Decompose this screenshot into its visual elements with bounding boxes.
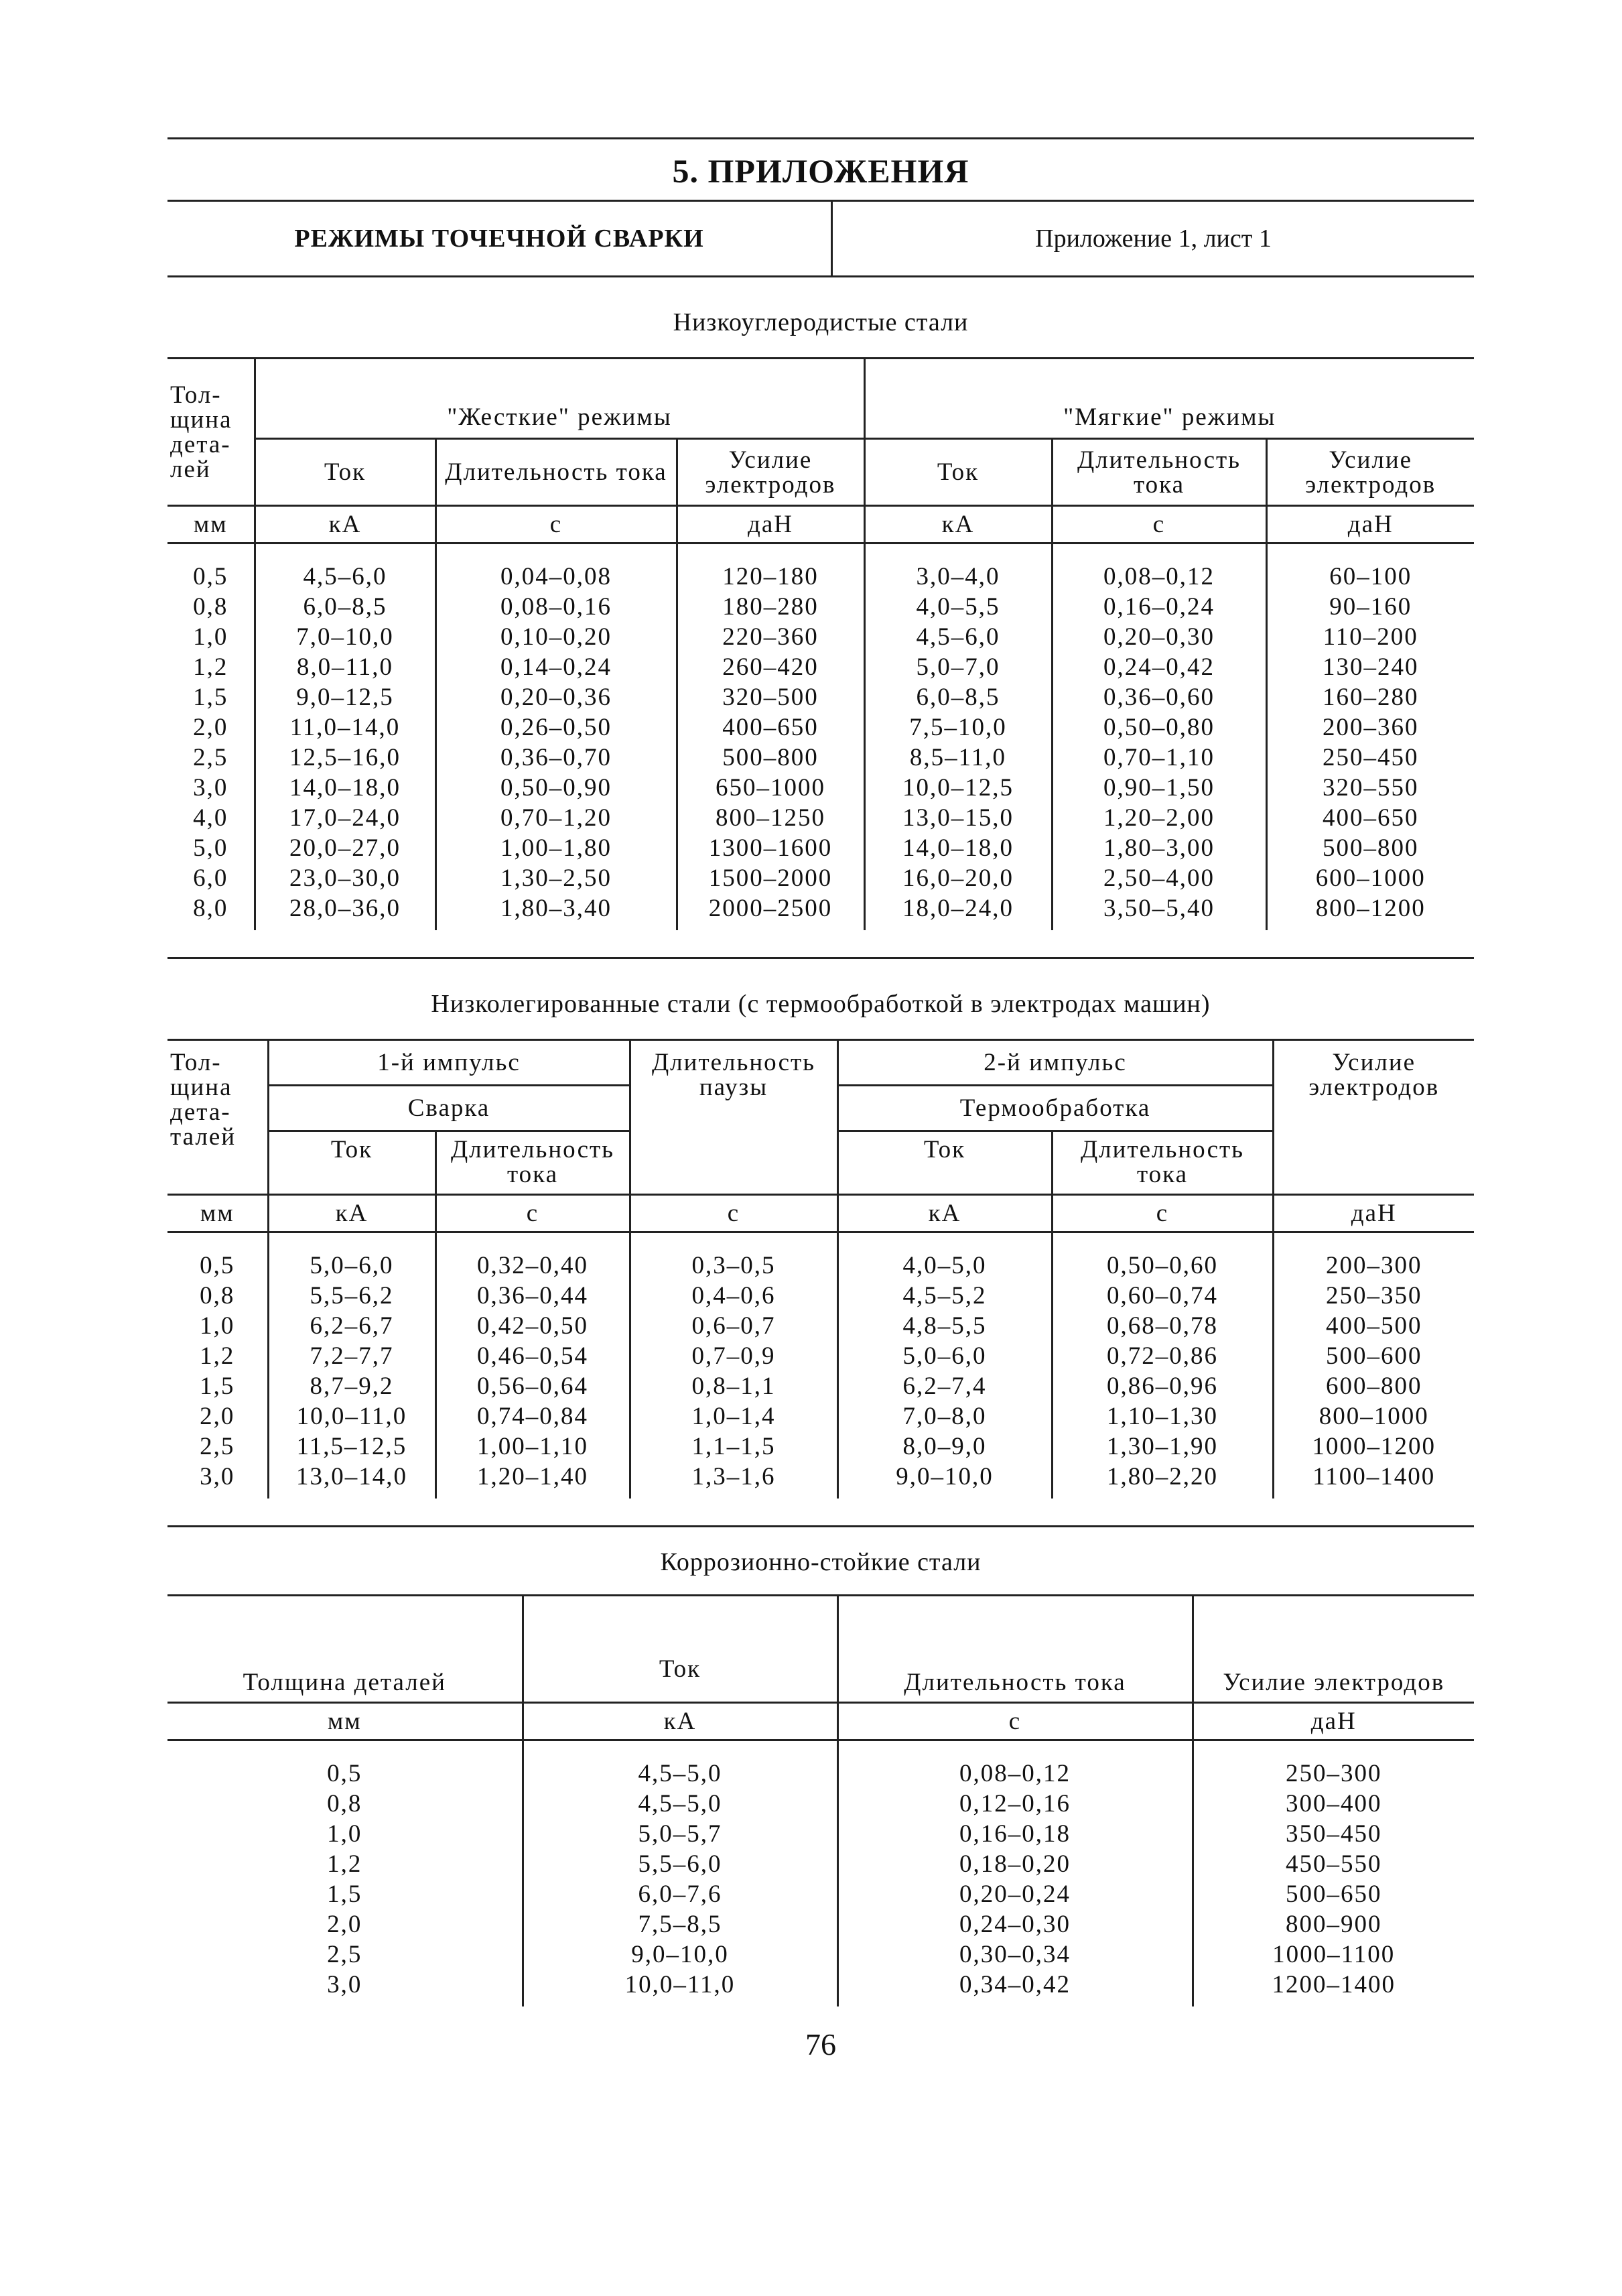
col-force-header: Усилие электродов [1193, 1596, 1474, 1703]
table-row [167, 1819, 1474, 1849]
table-cell: 0,8 [200, 1282, 235, 1310]
table-cell: 4,5–5,2 [837, 1281, 1052, 1311]
table-cell: 0,08–0,12 [1052, 544, 1266, 592]
table-cell: 0,24–0,42 [1052, 652, 1266, 682]
table-cell: 0,08–0,16 [435, 592, 677, 622]
header-row [167, 200, 1474, 277]
page-number: 76 [805, 2027, 836, 2061]
table-cell: 1200–1400 [1193, 1970, 1474, 2006]
unit-s: с [630, 1195, 837, 1232]
unit-ka: кА [837, 1195, 1052, 1232]
table-cell: 800–900 [1193, 1909, 1474, 1939]
unit-mm: мм [167, 1703, 523, 1740]
table-cell: 0,08–0,12 [837, 1740, 1193, 1789]
unit-dan: даН [1273, 1195, 1474, 1232]
table-cell: 6,0–8,5 [864, 682, 1052, 712]
col-force-header: Усилие электродов [677, 439, 864, 506]
table-cell: 7,0–8,0 [837, 1401, 1052, 1431]
table-cell: 11,0–14,0 [255, 712, 435, 743]
table-row [167, 1371, 1474, 1401]
col-duration-header: Длительность тока [1052, 1131, 1273, 1195]
table-cell: 0,36–0,70 [435, 743, 677, 773]
table-cell: 1,5 [193, 684, 228, 711]
group-soft-header: "Мягкие" режимы [864, 359, 1474, 439]
table-cell: 7,5–10,0 [864, 712, 1052, 743]
table-row [167, 652, 1474, 682]
table-cell: 500–600 [1273, 1341, 1474, 1371]
table-row [167, 1232, 1474, 1281]
table-cell: 0,50–0,60 [1052, 1232, 1273, 1281]
table-cell: 0,24–0,30 [837, 1909, 1193, 1939]
table-cell: 320–550 [1266, 773, 1474, 803]
table-cell: 180–280 [677, 592, 864, 622]
table-cell: 500–800 [677, 743, 864, 773]
table-cell: 0,8 [193, 593, 228, 621]
col-current-header: Ток [255, 439, 435, 506]
table-cell: 0,20–0,30 [1052, 622, 1266, 652]
table-stainless [167, 1594, 1474, 2006]
table-cell: 0,5 [193, 563, 228, 590]
table-row [167, 1311, 1474, 1341]
table-cell: 600–800 [1273, 1371, 1474, 1401]
table-cell: 3,50–5,40 [1052, 893, 1266, 930]
table-cell: 14,0–18,0 [255, 773, 435, 803]
table-cell: 1,80–3,40 [435, 893, 677, 930]
document-page [167, 137, 1474, 2062]
table-cell: 5,0–7,0 [864, 652, 1052, 682]
table-cell: 6,0 [193, 865, 228, 892]
table-cell: 11,5–12,5 [268, 1431, 435, 1462]
table-cell: 6,0–7,6 [523, 1879, 837, 1909]
table-cell: 0,36–0,44 [435, 1281, 630, 1311]
unit-mm: мм [167, 506, 255, 544]
table-cell: 12,5–16,0 [255, 743, 435, 773]
table-cell: 0,50–0,90 [435, 773, 677, 803]
table-cell: 3,0 [200, 1463, 235, 1490]
table-cell: 1,80–3,00 [1052, 833, 1266, 863]
table-cell: 0,32–0,40 [435, 1232, 630, 1281]
unit-mm: мм [167, 1195, 268, 1232]
table-cell: 110–200 [1266, 622, 1474, 652]
unit-ka: кА [255, 506, 435, 544]
table-row [167, 712, 1474, 743]
table-cell: 4,5–5,0 [523, 1789, 837, 1819]
table-cell: 0,90–1,50 [1052, 773, 1266, 803]
table-cell: 9,0–10,0 [523, 1939, 837, 1970]
table-cell: 5,0–6,0 [268, 1232, 435, 1281]
table-cell: 7,0–10,0 [255, 622, 435, 652]
table-cell: 10,0–11,0 [523, 1970, 837, 2006]
table-cell: 800–1000 [1273, 1401, 1474, 1431]
table-cell: 800–1200 [1266, 893, 1474, 930]
table-cell: 600–1000 [1266, 863, 1474, 893]
col-duration-header: Длительность тока [1052, 439, 1266, 506]
table-cell: 1,0 [327, 1820, 362, 1848]
table-cell: 0,8 [327, 1790, 362, 1817]
table-cell: 8,0 [193, 895, 228, 922]
table-cell: 1,2 [200, 1342, 235, 1370]
pause-header: Длительность паузы [630, 1040, 837, 1195]
table-cell: 16,0–20,0 [864, 863, 1052, 893]
table-cell: 8,0–11,0 [255, 652, 435, 682]
table-row [167, 743, 1474, 773]
table-cell: 5,0–5,7 [523, 1819, 837, 1849]
unit-ka: кА [864, 506, 1052, 544]
col-force-header: Усилие электродов [1273, 1040, 1474, 1195]
table-cell: 4,5–6,0 [864, 622, 1052, 652]
table-cell: 0,7–0,9 [630, 1341, 837, 1371]
table-cell: 0,50–0,80 [1052, 712, 1266, 743]
table-row [167, 1879, 1474, 1909]
table-cell: 3,0–4,0 [864, 544, 1052, 592]
table-cell: 130–240 [1266, 652, 1474, 682]
table-cell: 1,0–1,4 [630, 1401, 837, 1431]
table-cell: 0,14–0,24 [435, 652, 677, 682]
col-current-header: Ток [864, 439, 1052, 506]
table-cell: 0,26–0,50 [435, 712, 677, 743]
table-row [167, 1401, 1474, 1431]
table-cell: 1300–1600 [677, 833, 864, 863]
table-row [167, 1970, 1474, 2006]
table-cell: 0,34–0,42 [837, 1970, 1193, 2006]
table-cell: 200–360 [1266, 712, 1474, 743]
table-cell: 0,12–0,16 [837, 1789, 1193, 1819]
table-cell: 10,0–12,5 [864, 773, 1052, 803]
table-cell: 8,0–9,0 [837, 1431, 1052, 1462]
table-cell: 1,3–1,6 [630, 1462, 837, 1498]
table-cell: 400–500 [1273, 1311, 1474, 1341]
table-cell: 0,10–0,20 [435, 622, 677, 652]
table-cell: 500–650 [1193, 1879, 1474, 1909]
table-cell: 1,5 [327, 1880, 362, 1908]
table-cell: 1,20–1,40 [435, 1462, 630, 1498]
table-cell: 1,5 [200, 1373, 235, 1400]
table-cell: 6,0–8,5 [255, 592, 435, 622]
table-cell: 0,72–0,86 [1052, 1341, 1273, 1371]
table-row [167, 1740, 1474, 1789]
table-row [167, 1281, 1474, 1311]
pulse1-header: 1-й импульс [268, 1040, 630, 1086]
table-cell: 800–1250 [677, 803, 864, 833]
table-cell: 6,2–6,7 [268, 1311, 435, 1341]
subtitle: РЕЖИМЫ ТОЧЕЧНОЙ СВАРКИ [167, 202, 833, 275]
table-cell: 5,0–6,0 [837, 1341, 1052, 1371]
table-cell: 2,50–4,00 [1052, 863, 1266, 893]
table-cell: 250–300 [1193, 1740, 1474, 1789]
appendix-label: Приложение 1, лист 1 [1035, 225, 1272, 253]
table-cell: 2,0 [193, 714, 228, 741]
table-cell: 200–300 [1273, 1232, 1474, 1281]
table-low-carbon [167, 357, 1474, 930]
table-row [167, 893, 1474, 930]
table-cell: 1,1–1,5 [630, 1431, 837, 1462]
table-cell: 4,5–6,0 [255, 544, 435, 592]
table-cell: 2,5 [200, 1433, 235, 1460]
table-cell: 1,2 [327, 1850, 362, 1878]
table-row [167, 1939, 1474, 1970]
table-cell: 1,00–1,10 [435, 1431, 630, 1462]
table-cell: 1,2 [193, 653, 228, 681]
table-cell: 0,16–0,24 [1052, 592, 1266, 622]
table-cell: 6,2–7,4 [837, 1371, 1052, 1401]
table-cell: 220–360 [677, 622, 864, 652]
table-cell: 320–500 [677, 682, 864, 712]
table-cell: 1,30–1,90 [1052, 1431, 1273, 1462]
col-current-header: Ток [268, 1131, 435, 1195]
table-cell: 0,36–0,60 [1052, 682, 1266, 712]
table-cell: 160–280 [1266, 682, 1474, 712]
table-cell: 14,0–18,0 [864, 833, 1052, 863]
welding-header: Сварка [268, 1086, 630, 1131]
thickness-header: Тол-щина дета-талей [167, 1040, 268, 1195]
table-row [167, 1909, 1474, 1939]
table-cell: 0,68–0,78 [1052, 1311, 1273, 1341]
unit-s: с [1052, 1195, 1273, 1232]
table-cell: 650–1000 [677, 773, 864, 803]
table-cell: 4,0–5,0 [837, 1232, 1052, 1281]
table-cell: 1,20–2,00 [1052, 803, 1266, 833]
table-row [167, 1431, 1474, 1462]
table-row [167, 833, 1474, 863]
thickness-header: Тол-щина дета-лей [167, 359, 255, 506]
table-cell: 0,18–0,20 [837, 1849, 1193, 1879]
table-cell: 350–450 [1193, 1819, 1474, 1849]
table-cell: 23,0–30,0 [255, 863, 435, 893]
table-cell: 1000–1100 [1193, 1939, 1474, 1970]
table-cell: 1000–1200 [1273, 1431, 1474, 1462]
unit-s: с [1052, 506, 1266, 544]
table-cell: 400–650 [677, 712, 864, 743]
table-cell: 10,0–11,0 [268, 1401, 435, 1431]
table-cell: 2,0 [327, 1911, 362, 1938]
table-cell: 5,5–6,0 [523, 1849, 837, 1879]
table-row [167, 682, 1474, 712]
col-force-header: Усилие электродов [1266, 439, 1474, 506]
table-cell: 7,2–7,7 [268, 1341, 435, 1371]
table3-title: Коррозионно-стойкие стали [660, 1548, 982, 1576]
table-cell: 4,5–5,0 [523, 1740, 837, 1789]
unit-s: с [435, 1195, 630, 1232]
table-cell: 1,30–2,50 [435, 863, 677, 893]
table-cell: 2,0 [200, 1403, 235, 1430]
table-row [167, 1849, 1474, 1879]
table-cell: 0,3–0,5 [630, 1232, 837, 1281]
table-cell: 0,5 [200, 1252, 235, 1279]
unit-s: с [837, 1703, 1193, 1740]
table-cell: 250–450 [1266, 743, 1474, 773]
table-row [167, 622, 1474, 652]
unit-dan: даН [1266, 506, 1474, 544]
group-hard-header: "Жесткие" режимы [255, 359, 864, 439]
table-row [167, 803, 1474, 833]
table-cell: 5,5–6,2 [268, 1281, 435, 1311]
table-cell: 0,16–0,18 [837, 1819, 1193, 1849]
table-cell: 0,74–0,84 [435, 1401, 630, 1431]
col-duration-header: Длительность тока [837, 1596, 1193, 1703]
col-duration-header: Длительность тока [435, 439, 677, 506]
table-cell: 0,04–0,08 [435, 544, 677, 592]
table-cell: 17,0–24,0 [255, 803, 435, 833]
table-cell: 13,0–14,0 [268, 1462, 435, 1498]
table-cell: 0,70–1,20 [435, 803, 677, 833]
table2-title: Низколегированные стали (с термообработкой в электродах машин) [431, 990, 1211, 1018]
table-cell: 0,42–0,50 [435, 1311, 630, 1341]
table-row [167, 1462, 1474, 1498]
table-cell: 250–350 [1273, 1281, 1474, 1311]
table-cell: 0,56–0,64 [435, 1371, 630, 1401]
table-row [167, 592, 1474, 622]
table-cell: 2,5 [193, 744, 228, 771]
table-cell: 0,20–0,24 [837, 1879, 1193, 1909]
unit-ka: кА [268, 1195, 435, 1232]
table-row [167, 544, 1474, 592]
table-cell: 0,8–1,1 [630, 1371, 837, 1401]
table-cell: 8,7–9,2 [268, 1371, 435, 1401]
table-cell: 0,20–0,36 [435, 682, 677, 712]
table-cell: 450–550 [1193, 1849, 1474, 1879]
table-row [167, 863, 1474, 893]
unit-s: с [435, 506, 677, 544]
table-cell: 60–100 [1266, 544, 1474, 592]
table-cell: 4,0 [193, 804, 228, 832]
table-cell: 260–420 [677, 652, 864, 682]
table-cell: 0,46–0,54 [435, 1341, 630, 1371]
table-cell: 0,6–0,7 [630, 1311, 837, 1341]
table-cell: 400–650 [1266, 803, 1474, 833]
table-row [167, 773, 1474, 803]
table-row [167, 1341, 1474, 1371]
table-cell: 7,5–8,5 [523, 1909, 837, 1939]
table1-title: Низкоуглеродистые стали [673, 308, 969, 336]
table-cell: 90–160 [1266, 592, 1474, 622]
heat-treatment-header: Термообработка [837, 1086, 1273, 1131]
table-cell: 28,0–36,0 [255, 893, 435, 930]
table-cell: 0,5 [327, 1760, 362, 1787]
table-cell: 0,4–0,6 [630, 1281, 837, 1311]
table-cell: 13,0–15,0 [864, 803, 1052, 833]
table-cell: 1100–1400 [1273, 1462, 1474, 1498]
table-cell: 3,0 [193, 774, 228, 802]
table-cell: 1,10–1,30 [1052, 1401, 1273, 1431]
table-cell: 4,8–5,5 [837, 1311, 1052, 1341]
table-cell: 9,0–10,0 [837, 1462, 1052, 1498]
table-cell: 4,0–5,5 [864, 592, 1052, 622]
table-cell: 2000–2500 [677, 893, 864, 930]
table-cell: 300–400 [1193, 1789, 1474, 1819]
table-cell: 0,86–0,96 [1052, 1371, 1273, 1401]
table-cell: 0,60–0,74 [1052, 1281, 1273, 1311]
table-cell: 0,30–0,34 [837, 1939, 1193, 1970]
table-cell: 18,0–24,0 [864, 893, 1052, 930]
table-low-alloy [167, 1039, 1474, 1498]
table-cell: 1,00–1,80 [435, 833, 677, 863]
table-row [167, 1789, 1474, 1819]
table-cell: 3,0 [327, 1971, 362, 1998]
table-cell: 20,0–27,0 [255, 833, 435, 863]
table-cell: 9,0–12,5 [255, 682, 435, 712]
col-thickness-header: Толщина деталей [167, 1596, 523, 1703]
table-cell: 1,0 [193, 623, 228, 651]
unit-dan: даН [677, 506, 864, 544]
section-title: 5. ПРИЛОЖЕНИЯ [672, 152, 969, 190]
pulse2-header: 2-й импульс [837, 1040, 1273, 1086]
col-current-header: Ток [523, 1596, 837, 1703]
table-cell: 5,0 [193, 834, 228, 862]
table-cell: 2,5 [327, 1941, 362, 1968]
table-cell: 1,80–2,20 [1052, 1462, 1273, 1498]
table-cell: 1,0 [200, 1312, 235, 1340]
table-cell: 500–800 [1266, 833, 1474, 863]
unit-ka: кА [523, 1703, 837, 1740]
col-duration-header: Длительность тока [435, 1131, 630, 1195]
table-cell: 1500–2000 [677, 863, 864, 893]
table-cell: 0,70–1,10 [1052, 743, 1266, 773]
table-cell: 120–180 [677, 544, 864, 592]
unit-dan: даН [1193, 1703, 1474, 1740]
col-current-header: Ток [837, 1131, 1052, 1195]
table-cell: 8,5–11,0 [864, 743, 1052, 773]
